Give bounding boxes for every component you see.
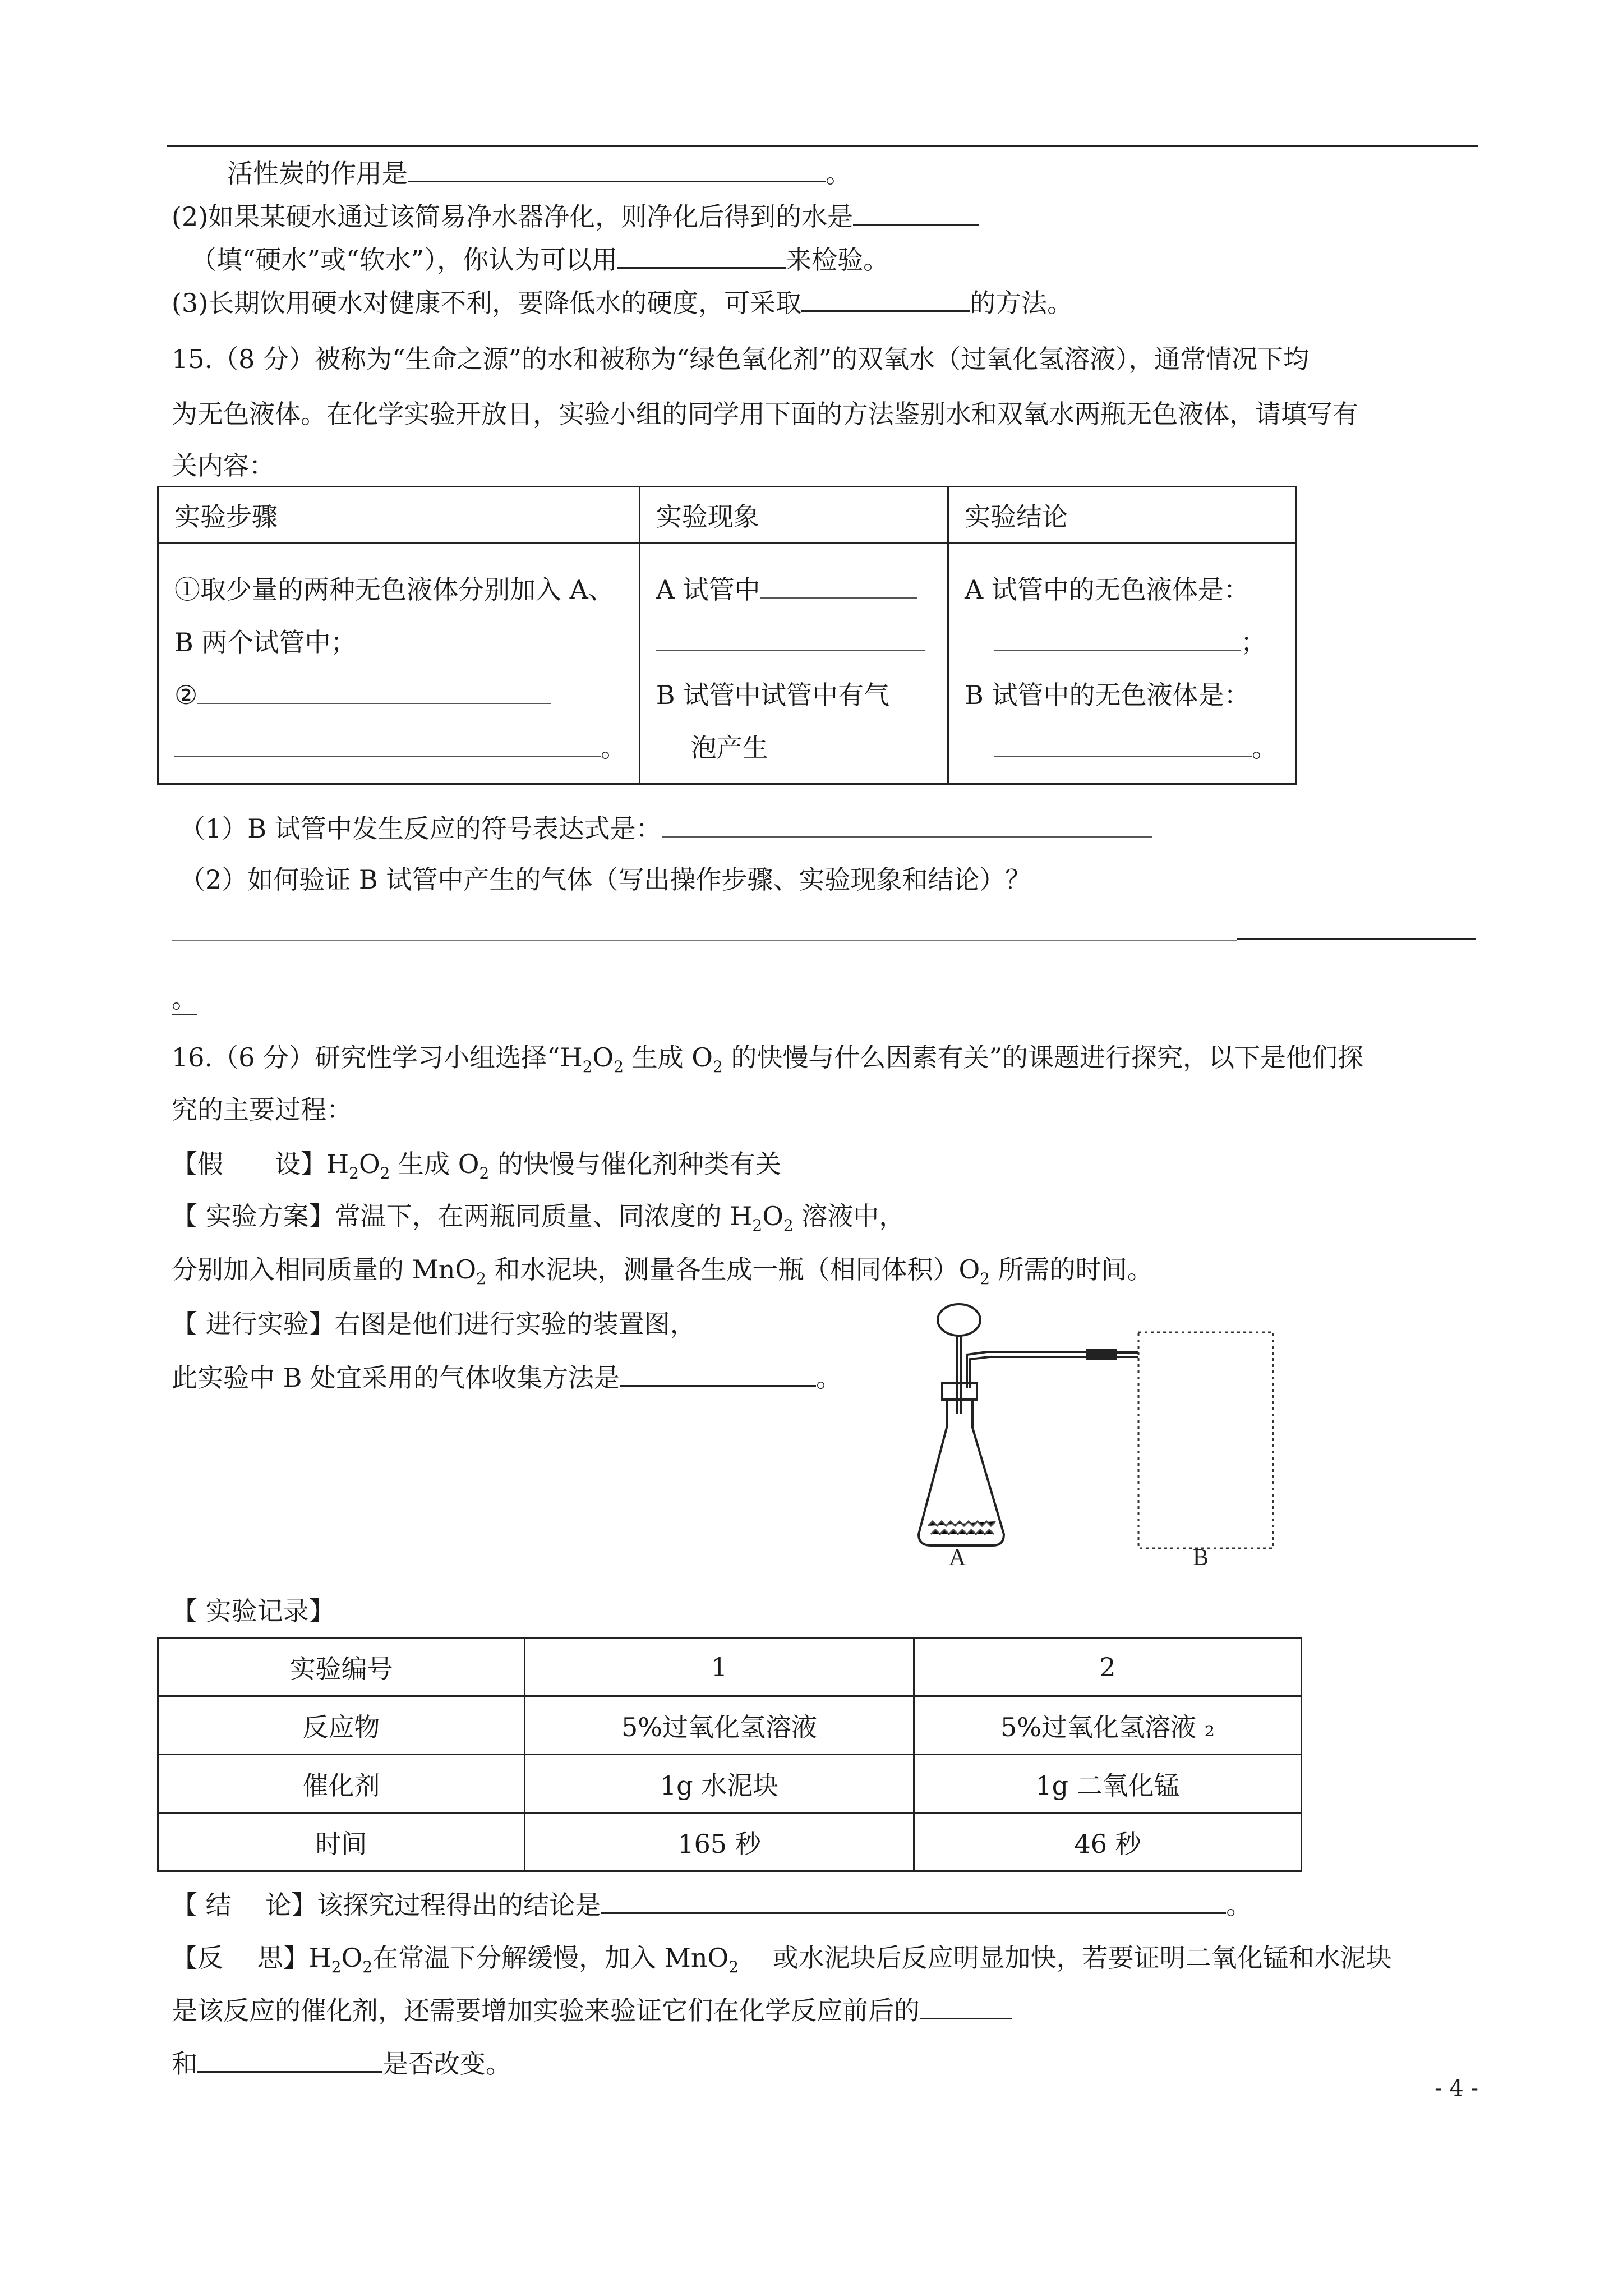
q14-part3: (3)长期饮用硬水对健康不利，要降低水的硬度，可采取 的方法。	[172, 286, 1073, 320]
q16-record-table	[157, 1637, 1302, 1872]
table-cell: 反应物	[158, 1696, 525, 1755]
conc-a-blank: ；	[994, 625, 1266, 659]
answer-blank[interactable]	[920, 1993, 1012, 2019]
q15-sub2: （2）如何验证 B 试管中产生的气体（写出操作步骤、实验现象和结论）？	[179, 864, 1031, 895]
table-cell: 1	[525, 1638, 914, 1696]
answer-blank[interactable]	[408, 156, 826, 182]
answer-blank[interactable]	[197, 2046, 382, 2073]
q15-intro-line3: 关内容：	[172, 450, 275, 481]
funnel-bulb	[938, 1304, 980, 1336]
q15-sub2-end: 。	[172, 983, 197, 1014]
q16-reflection-line2: 是该反应的催化剂，还需要增加实验来验证它们在化学反应前后的	[172, 1993, 1012, 2027]
q16-experiment-line2: 此实验中 B 处宜采用的气体收集方法是 。	[172, 1360, 842, 1395]
header-cell: 实验结论	[948, 487, 1296, 543]
phenomenon-cell	[639, 543, 948, 784]
step-1b: B 两个试管中；	[174, 627, 357, 657]
q16-conclusion: 【 结 论】该探究过程得出的结论是 。	[172, 1888, 1252, 1922]
table-cell: 实验编号	[158, 1638, 525, 1696]
table-cell: 1g 二氧化锰	[914, 1755, 1302, 1813]
q15-intro-line1: 15.（8 分）被称为“生命之源”的水和被称为“绿色氧化剂”的双氧水（过氧化氢溶液），通常情况下均	[172, 344, 1310, 374]
q16-experiment: 【 进行实验】右图是他们进行实验的装置图，	[172, 1309, 696, 1339]
step-2: ②	[174, 678, 551, 712]
q15-intro-line2: 为无色液体。在化学实验开放日，实验小组的同学用下面的方法鉴别水和双氧水两瓶无色液体，请填写有	[172, 399, 1358, 429]
apparatus-figure	[909, 1299, 1290, 1568]
answer-blank[interactable]	[174, 731, 601, 757]
phen-b2: 泡产生	[690, 733, 768, 763]
page-number: - 4 -	[1435, 2076, 1478, 2101]
table-cell: 时间	[158, 1813, 525, 1871]
step-cell	[158, 543, 640, 784]
q16-reflection: 【反 思】$H_2O_2$在常温下分解缓慢，加入 MnO$_2$ 或水泥块后反应明显加快，若要证明二氧化锰和水泥块	[172, 1943, 1392, 1977]
answer-blank[interactable]	[853, 199, 979, 226]
q14-carbon-line: 活性炭的作用是 。	[227, 156, 851, 190]
header-rule	[167, 145, 1478, 147]
answer-blank[interactable]	[760, 573, 917, 599]
table-cell: 催化剂	[158, 1755, 525, 1813]
answer-blank[interactable]	[617, 242, 786, 269]
q15-sub1: （1）B 试管中发生反应的符号表达式是：	[179, 812, 1152, 845]
table-cell: 5%过氧化氢溶液	[525, 1696, 914, 1755]
header-cell: 实验现象	[639, 487, 948, 543]
table-cell: 165 秒	[525, 1813, 914, 1871]
q16-plan-line2: 分别加入相同质量的 MnO$_2$ 和水泥块，测量各生成一瓶（相同体积）$O_2$ 所需的时间。	[172, 1254, 1153, 1289]
conclusion-cell	[948, 543, 1296, 784]
q16-reflection-line3: 和 是否改变。	[172, 2046, 511, 2081]
header-cell: 实验步骤	[158, 487, 640, 543]
label-a: A	[949, 1545, 966, 1568]
table-cell: 2	[914, 1638, 1302, 1696]
answer-line[interactable]	[1237, 938, 1476, 940]
answer-blank[interactable]	[656, 625, 925, 651]
q16-plan: 【 实验方案】常温下，在两瓶同质量、同浓度的 $H_2O_2$ 溶液中，	[172, 1201, 905, 1235]
table-cell: 1g 水泥块	[525, 1755, 914, 1813]
stopper	[942, 1383, 977, 1400]
conc-a: A 试管中的无色液体是：	[965, 574, 1249, 605]
phen-a-cont	[656, 625, 925, 659]
rubber-tube	[1087, 1350, 1116, 1359]
q16-hypothesis: 【假 设】$H_2O_2$ 生成 $O_2$ 的快慢与催化剂种类有关	[172, 1149, 781, 1183]
q15-table	[157, 486, 1297, 785]
q16-intro-line1: 16.（6 分）研究性学习小组选择“$H_2O_2$ 生成 $O_2$ 的快慢与什么因素有关”的课题进行探究，以下是他们探	[172, 1042, 1363, 1076]
label-b: B	[1193, 1545, 1209, 1568]
table-cell: 46 秒	[914, 1813, 1302, 1871]
conc-b-blank: 。	[994, 731, 1278, 765]
q16-record-label: 【 实验记录】	[172, 1596, 335, 1626]
q14-part2b: （填“硬水”或“软水”），你认为可以用 来检验。	[191, 242, 889, 277]
collector-box	[1138, 1332, 1273, 1548]
answer-blank[interactable]	[994, 731, 1252, 757]
answer-line[interactable]	[172, 940, 1237, 941]
answer-blank[interactable]	[620, 1360, 816, 1387]
q14-part2: (2)如果某硬水通过该简易净水器净化，则净化后得到的水是	[172, 199, 979, 233]
q16-intro-line2: 究的主要过程：	[172, 1094, 352, 1125]
answer-blank[interactable]	[662, 812, 1152, 838]
answer-blank[interactable]	[994, 625, 1241, 651]
step-1a: ①取少量的两种无色液体分别加入 A、	[174, 574, 614, 605]
answer-blank[interactable]	[197, 678, 551, 704]
answer-blank[interactable]	[801, 286, 970, 312]
answer-blank[interactable]	[601, 1888, 1226, 1914]
phen-b1: B 试管中试管中有气	[656, 680, 890, 710]
table-cell: 5%过氧化氢溶液 ₂	[914, 1696, 1302, 1755]
phen-a: A 试管中	[656, 573, 917, 606]
step-2-cont: 。	[174, 731, 626, 765]
conc-b: B 试管中的无色液体是：	[965, 680, 1250, 710]
